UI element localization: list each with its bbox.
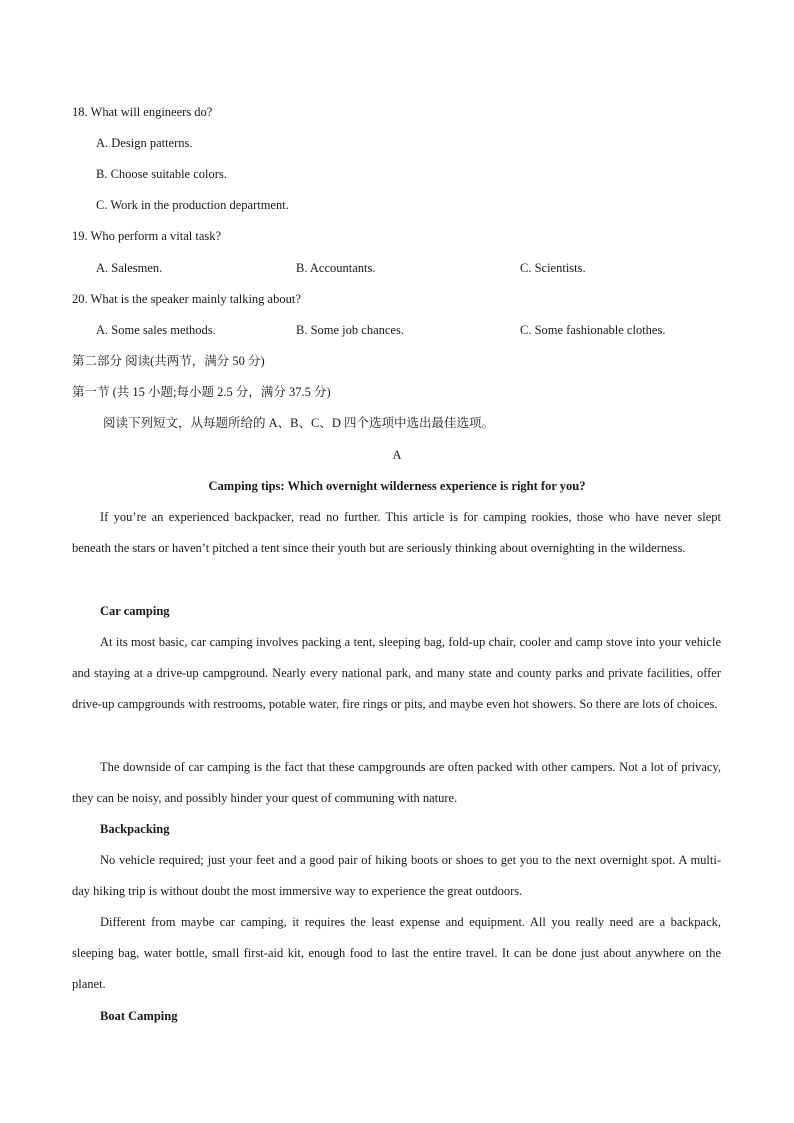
section-subtitle: 第一节 (共 15 小题;每小题 2.5 分，满分 37.5 分) [72, 385, 331, 399]
intro-paragraph: If you’re an experienced backpacker, read no further. This article is for camping rookies, those who have never slept beneath the stars or haven’t pitched a tent since their youth but are seriously thinking about overnighting in the wilderness. [72, 510, 721, 556]
q20-option-a: A. Some sales methods. [96, 323, 216, 337]
car-camping-paragraph-1: At its most basic, car camping involves packing a tent, sleeping bag, fold-up chair, cooler and camp stove into your vehicle and staying at a drive-up campground. Nearly every national park, and many state and county parks and private facilities, offer drive-up campgrounds with restrooms, potable water, fire rings or pits, and maybe even hot showers. So there are lots of choices. [72, 635, 721, 712]
backpacking-paragraph-1: No vehicle required; just your feet and a good pair of hiking boots or shoes to get you to the next overnight spot. A multi-day hiking trip is without doubt the most immersive way to experience the great outdoors. [72, 853, 721, 899]
heading-car-camping: Car camping [100, 604, 170, 618]
reading-instruction: 阅读下列短文，从每题所给的 A、B、C、D 四个选项中选出最佳选项。 [103, 416, 494, 430]
passage-letter: A [392, 448, 402, 462]
heading-backpacking: Backpacking [100, 822, 170, 836]
q20-option-b: B. Some job chances. [296, 323, 404, 337]
question-20: 20. What is the speaker mainly talking about? [72, 292, 301, 306]
q19-option-b: B. Accountants. [296, 261, 376, 275]
q18-option-b: B. Choose suitable colors. [96, 167, 227, 181]
part-title: 第二部分 阅读(共两节，满分 50 分) [72, 354, 265, 368]
q19-option-c: C. Scientists. [520, 261, 586, 275]
question-19: 19. Who perform a vital task? [72, 229, 222, 243]
heading-boat-camping: Boat Camping [100, 1009, 178, 1023]
q20-option-c: C. Some fashionable clothes. [520, 323, 666, 337]
passage-title: Camping tips: Which overnight wilderness experience is right for you? [208, 479, 586, 493]
q19-option-a: A. Salesmen. [96, 261, 163, 275]
car-camping-paragraph-2: The downside of car camping is the fact that these campgrounds are often packed with other campers. Not a lot of privacy, they can be noisy, and possibly hinder your quest of communing with nature. [72, 760, 721, 806]
q18-option-a: A. Design patterns. [96, 136, 193, 150]
q18-option-c: C. Work in the production department. [96, 198, 289, 212]
backpacking-paragraph-2: Different from maybe car camping, it requires the least expense and equipment. All you really need are a backpack, sleeping bag, water bottle, small first-aid kit, enough food to last the entire travel. It can be done just about anywhere on the planet. [72, 915, 721, 992]
question-18: 18. What will engineers do? [72, 105, 213, 119]
